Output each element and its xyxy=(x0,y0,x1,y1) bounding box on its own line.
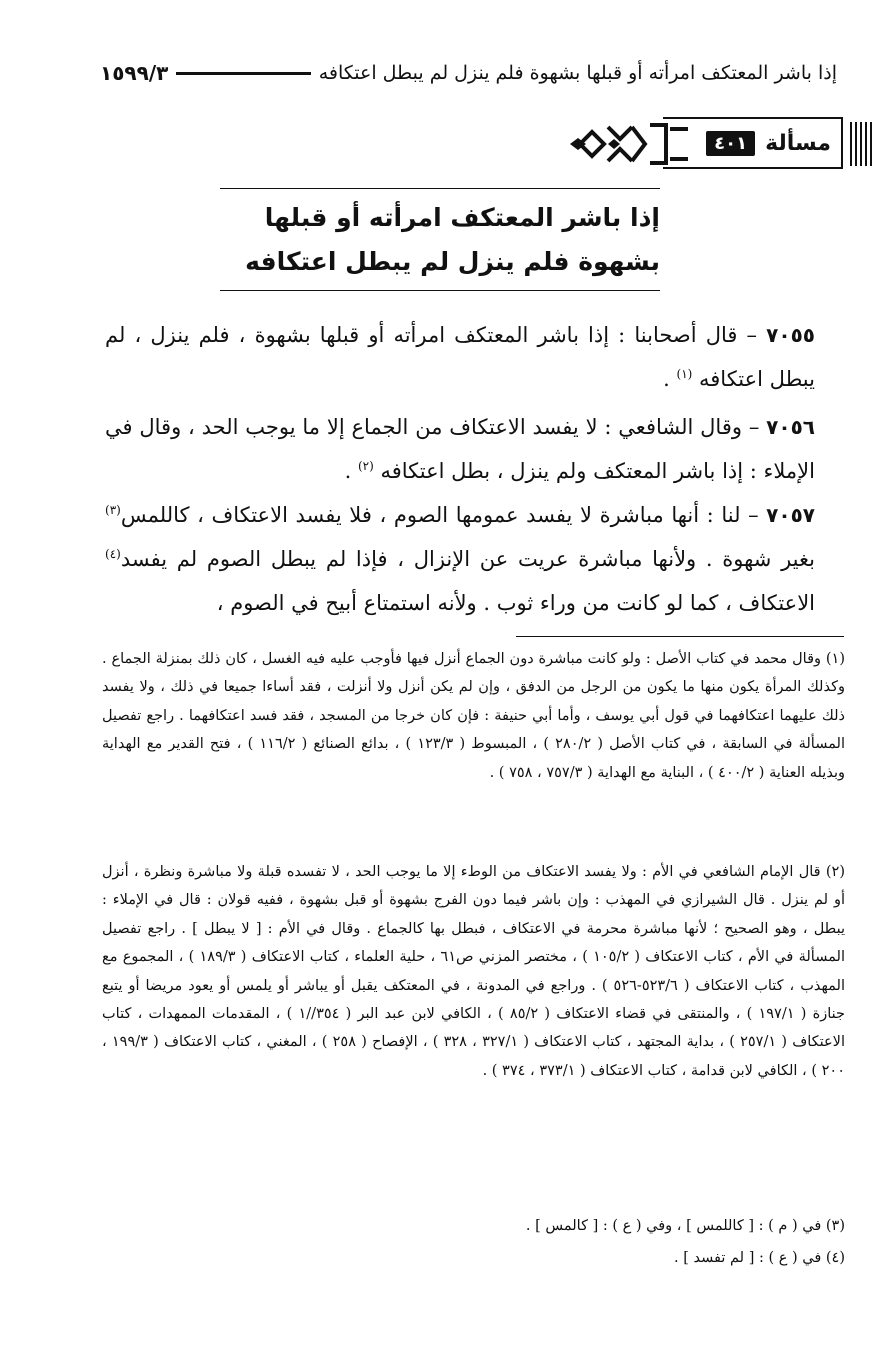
header-rule xyxy=(176,72,310,75)
paragraph-number: ٧٠٥٥ xyxy=(766,323,815,347)
masala-label: مسألة xyxy=(765,130,831,156)
paragraph-text: – وقال الشافعي : لا يفسد الاعتكاف من الجماع إلا ما يوجب الحد ، وقال في الإملاء : إذا باشر المعتكف ولم ينزل ، بطل اعتكافه xyxy=(105,415,815,483)
footnote-ref: (٣) xyxy=(105,503,121,517)
ornament-icon xyxy=(570,119,690,169)
paragraph-text: – قال أصحابنا : إذا باشر المعتكف امرأته أو قبلها بشهوة ، فلم ينزل ، لم يبطل اعتكافه xyxy=(105,323,815,391)
title-rule-top xyxy=(220,188,660,189)
footnote-2: (٢) قال الإمام الشافعي في الأم : ولا يفسد الاعتكاف من الوطء إلا ما يوجب الحد ، لا تفسده قبلة ولا مباشرة ونظرة ، أنزل أو لم ينزل . قال الشيرازي في المهذب : وإن باشر فيما دون الفرج بشهوة أو قبل بشهوة ، ففيه قولان : قال في الإملاء : يبطل ، وهو الصحيح ؛ لأنها مباشرة محرمة في الاعتكاف ، فبطل بها كالجماع . وقال في الأم : [ لا يبطل ] . راجع تفصيل المسألة في الأم ، كتاب الاعتكاف ( ١٠٥/٢ ) ، مختصر المزني ص٦١ ، حلية العلماء ، كتاب الاعتكاف ( ١٨٩/٣ ) ، المجموع مع المهذب ، كتاب الاعتكاف ( ٥٢٣/٦-٥٢٦ ) . وراجع في المدونة ، في المعتكف يقبل أو يباشر أو يلمس أو يعود مريضا أو يتبع جنازة ( ١٩٧/١ ) ، والمنتقى في قضاء الاعتكاف ( ٨٥/٢ ) ، الكافي لابن عبد البر ( ٣٥٤//١ ) ، المقدمات الممهدات ، كتاب الاعتكاف ( ٢٥٧/١ ) ، بداية المجتهد ، كتاب الاعتكاف ( ٣٢٧/١ ، ٣٢٨ ) ، الإفصاح ( ٢٥٨ ) ، المغني ، كتاب الاعتكاف ( ١٩٩/٣ ، ٢٠٠ ) ، الكافي لابن قدامة ، كتاب الاعتكاف ( ٣٧٣/١ ، ٣٧٤ ) . xyxy=(102,864,845,1079)
masala-banner xyxy=(570,117,873,171)
paragraph-text: الاعتكاف ، كما لو كانت من وراء ثوب . ولأنه استمتاع أبيح في الصوم ، xyxy=(216,591,815,615)
running-header-title: إذا باشر المعتكف امرأته أو قبلها بشهوة فلم ينزل لم يبطل اعتكافه xyxy=(318,62,837,84)
running-header xyxy=(100,56,837,90)
footnote-separator xyxy=(516,636,844,637)
footnote-1: (١) وقال محمد في كتاب الأصل : ولو كانت مباشرة دون الجماع أنزل فيها فأوجب عليه فيه الغسل ، كان ذلك بمنزلة الجماع . وكذلك المرأة يكون منها ما يكون من الرجل من الدفق ، وإن لم يكن أنزل ولا أنزلت ، فقد أساءا جميعا في ذلك ، ولا يفسد ذلك عليهما اعتكافهما في قول أبي يوسف ، وأما أبي حنيفة : فإن كان خرجا من المسجد ، فقد فسد اعتكافهما . راجع تفصيل المسألة في السابقة ، في كتاب الأصل ( ٢٨٠/٢ ) ، المبسوط ( ١٢٣/٣ ) ، بدائع الصنائع ( ١١٦/٢ ) ، فتح القدير مع الهداية وبذيله العناية ( ٤٠٠/٢ ) ، البناية مع الهداية ( ٧٥٧/٣ ، ٧٥٨ ) . xyxy=(102,651,845,781)
paragraph-7057 xyxy=(105,493,815,625)
paragraph-text: بغير شهوة . ولأنها مباشرة عريت عن الإنزال ، فإذا لم يبطل الصوم لم يفسد xyxy=(120,547,815,571)
issue-title xyxy=(220,196,660,284)
footnote-4: (٤) في ( ع ) : [ لم تفسد ] . xyxy=(674,1250,845,1266)
paragraph-text: . xyxy=(344,459,358,483)
title-rule-bottom xyxy=(220,290,660,291)
footnote-ref: (١) xyxy=(676,367,693,381)
paragraph-number: ٧٠٥٧ xyxy=(766,503,815,527)
footnote-3: (٣) في ( م ) : [ كاللمس ] ، وفي ( ع ) : [ كالمس ] . xyxy=(525,1218,845,1234)
issue-title-line1: إذا باشر المعتكف امرأته أو قبلها xyxy=(264,203,660,232)
footnote-ref: (٤) xyxy=(105,547,121,561)
paragraph-number: ٧٠٥٦ xyxy=(766,415,815,439)
footnote-ref: (٢) xyxy=(357,459,374,473)
issue-title-line2: بشهوة فلم ينزل لم يبطل اعتكافه xyxy=(245,247,660,276)
paragraph-7056 xyxy=(105,405,815,493)
banner-stripes xyxy=(850,122,873,166)
masala-number: ٤٠١ xyxy=(706,131,755,156)
paragraph-text: . xyxy=(663,367,677,391)
masala-box xyxy=(663,117,843,169)
paragraph-7055 xyxy=(105,313,815,401)
paragraph-text: – لنا : أنها مباشرة لا يفسد عمومها الصوم ، فلا يفسد الاعتكاف ، كاللمس xyxy=(120,503,767,527)
page-reference: ١٥٩٩/٣ xyxy=(100,61,169,85)
